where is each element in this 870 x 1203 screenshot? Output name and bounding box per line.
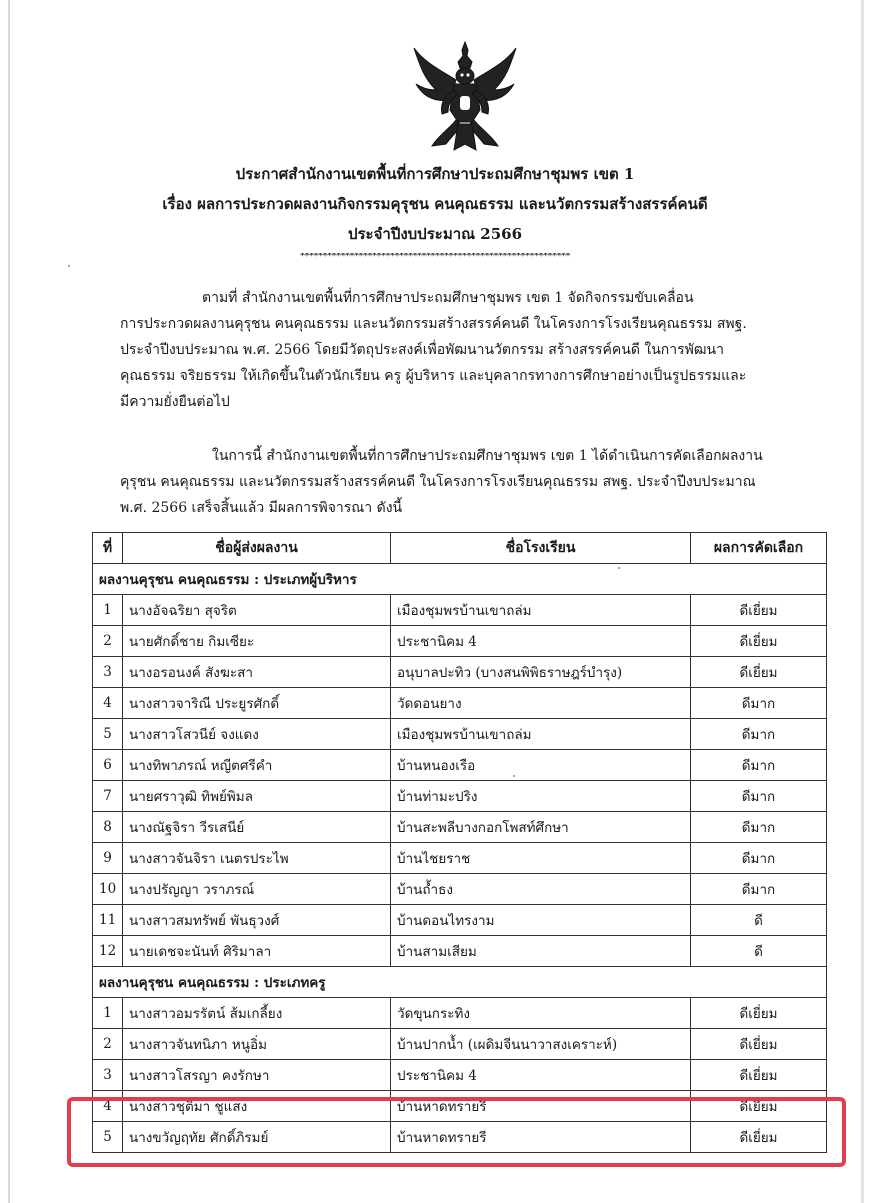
table-row [93, 595, 827, 626]
section-header-row [93, 967, 827, 998]
cell-school: บ้านหนองเรือ [391, 750, 691, 781]
cell-submitter: นางสาวโสรญา คงรักษา [123, 1060, 391, 1091]
cell-submitter: นางอัจฉริยา สุจริต [123, 595, 391, 626]
cell-submitter: นางสาวชุติมา ชูแสง [123, 1091, 391, 1122]
paragraph-line: พ.ศ. 2566 เสร็จสิ้นแล้ว มีผลการพิจารณา ดังนี้ [120, 500, 403, 516]
table-row [93, 626, 827, 657]
cell-school: บ้านท่ามะปริง [391, 781, 691, 812]
table-row [93, 843, 827, 874]
cell-school: วัดขุนกระทิง [391, 998, 691, 1029]
table-row [93, 657, 827, 688]
cell-result: ดีมาก [691, 719, 827, 750]
cell-school: วัดดอนยาง [391, 688, 691, 719]
cell-school: บ้านปากน้ำ (เผดิมจีนนาวาสงเคราะห์) [391, 1029, 691, 1060]
highlight-box [67, 1097, 846, 1167]
cell-school: ประชานิคม 4 [391, 626, 691, 657]
cell-result: ดีเยี่ยม [691, 1060, 827, 1091]
section-title: ผลงานคุรุชน คนคุณธรรม : ประเภทครู [93, 967, 827, 998]
table-row [93, 905, 827, 936]
scan-speck [513, 775, 515, 777]
table-row [93, 688, 827, 719]
cell-submitter: นายศราวุฒิ ทิพย์พิมล [123, 781, 391, 812]
table-row [93, 998, 827, 1029]
cell-no: 2 [93, 1029, 123, 1060]
cell-school: บ้านไชยราช [391, 843, 691, 874]
paragraph-1 [120, 285, 810, 415]
paragraph-line: ตามที่ สำนักงานเขตพื้นที่การศึกษาประถมศึกษาชุมพร เขต 1 จัดกิจกรรมขับเคลื่อน [202, 290, 694, 306]
cell-submitter: นางสาวโสวนีย์ จงแดง [123, 719, 391, 750]
table-row [93, 750, 827, 781]
cell-result: ดีเยี่ยม [691, 626, 827, 657]
table-row [93, 874, 827, 905]
cell-school: บ้านถ้ำธง [391, 874, 691, 905]
scan-speck [68, 265, 70, 267]
garuda-emblem-icon [410, 40, 520, 152]
section-title: ผลงานคุรุชน คนคุณธรรม : ประเภทผู้บริหาร [93, 564, 827, 595]
cell-result: ดี [691, 905, 827, 936]
cell-result: ดีเยี่ยม [691, 1122, 827, 1153]
cell-submitter: นางขวัญฤทัย ศักดิ์ภิรมย์ [123, 1122, 391, 1153]
cell-school: บ้านดอนไทรงาม [391, 905, 691, 936]
cell-result: ดีมาก [691, 688, 827, 719]
paragraph-line: คุณธรรม จริยธรรม ให้เกิดขึ้นในตัวนักเรียน ครู ผู้บริหาร และบุคลากรทางการศึกษาอย่างเป็นรูปธรรมและ [120, 368, 747, 384]
announcement-title: ประกาศสำนักงานเขตพื้นที่การศึกษาประถมศึกษาชุมพร เขต 1 [235, 165, 635, 183]
table-header-row [93, 533, 827, 564]
table-row [93, 781, 827, 812]
paragraph-line: มีความยั่งยืนต่อไป [120, 394, 230, 410]
cell-school: อนุบาลปะทิว (บางสนพิพิธราษฎร์บำรุง) [391, 657, 691, 688]
cell-school: บ้านสะพลีบางกอกโพสท์ศึกษา [391, 812, 691, 843]
header-no: ที่ [93, 533, 123, 564]
header-submitter: ชื่อผู้ส่งผลงาน [123, 533, 391, 564]
cell-no: 5 [93, 1122, 123, 1153]
cell-school: บ้านหาดทรายรี [391, 1122, 691, 1153]
cell-school: บ้านหาดทรายรี [391, 1091, 691, 1122]
table-row [93, 719, 827, 750]
paragraph-2 [120, 443, 810, 521]
cell-no: 3 [93, 657, 123, 688]
cell-submitter: นางปรัญญา วราภรณ์ [123, 874, 391, 905]
announcement-subject: เรื่อง ผลการประกวดผลงานกิจกรรมคุรุชน คนคุณธรรม และนวัตกรรมสร้างสรรค์คนดี [162, 195, 708, 213]
table-row [93, 812, 827, 843]
cell-submitter: นางอรอนงค์ สังฆะสา [123, 657, 391, 688]
cell-result: ดีมาก [691, 750, 827, 781]
header-result: ผลการคัดเลือก [691, 533, 827, 564]
cell-result: ดีมาก [691, 781, 827, 812]
cell-no: 8 [93, 812, 123, 843]
cell-no: 1 [93, 998, 123, 1029]
cell-submitter: นางสาวจันจิรา เนตรประไพ [123, 843, 391, 874]
cell-no: 11 [93, 905, 123, 936]
paragraph-line: ประจำปีงบประมาณ พ.ศ. 2566 โดยมีวัตถุประสงค์เพื่อพัฒนานวัตกรรม สร้างสรรค์คนดี ในการพัฒนา [120, 342, 724, 358]
cell-school: ประชานิคม 4 [391, 1060, 691, 1091]
paragraph-line: การประกวดผลงานคุรุชน คนคุณธรรม และนวัตกรรมสร้างสรรค์คนดี ในโครงการโรงเรียนคุณธรรม สพฐ. [120, 316, 747, 332]
cell-no: 3 [93, 1060, 123, 1091]
cell-no: 5 [93, 719, 123, 750]
cell-submitter: นางสาวสมทรัพย์ พันธุวงศ์ [123, 905, 391, 936]
section-header-row [93, 564, 827, 595]
cell-no: 12 [93, 936, 123, 967]
table-row [93, 1060, 827, 1091]
cell-submitter: นายศักดิ์ชาย กิมเซียะ [123, 626, 391, 657]
cell-submitter: นางณัฐจิรา วีรเสนีย์ [123, 812, 391, 843]
cell-result: ดีเยี่ยม [691, 998, 827, 1029]
paragraph-line: คุรุชน คนคุณธรรม และนวัตกรรมสร้างสรรค์คนดี ในโครงการโรงเรียนคุณธรรม สพฐ. ประจำปีงบประมาณ [120, 474, 756, 490]
cell-no: 7 [93, 781, 123, 812]
results-table [92, 532, 827, 1153]
cell-school: เมืองชุมพรบ้านเขาถล่ม [391, 595, 691, 626]
cell-no: 10 [93, 874, 123, 905]
cell-result: ดีเยี่ยม [691, 595, 827, 626]
table-row [93, 936, 827, 967]
cell-submitter: นางสาวอมรรัตน์ ส้มเกลี้ยง [123, 998, 391, 1029]
cell-submitter: นางสาวจันทนิภา หนูอิ่ม [123, 1029, 391, 1060]
cell-result: ดีเยี่ยม [691, 657, 827, 688]
cell-submitter: นางสาวจาริณี ประยูรศักดิ์ [123, 688, 391, 719]
cell-school: บ้านสามเสียม [391, 936, 691, 967]
header-school: ชื่อโรงเรียน [391, 533, 691, 564]
cell-no: 1 [93, 595, 123, 626]
scan-speck [618, 567, 620, 569]
announcement-fiscal-year: ประจำปีงบประมาณ 2566 [347, 225, 523, 243]
cell-result: ดีเยี่ยม [691, 1091, 827, 1122]
cell-no: 6 [93, 750, 123, 781]
cell-result: ดีเยี่ยม [691, 1029, 827, 1060]
star-divider: ************************************************************ [300, 253, 570, 261]
cell-school: เมืองชุมพรบ้านเขาถล่ม [391, 719, 691, 750]
cell-no: 4 [93, 1091, 123, 1122]
cell-no: 9 [93, 843, 123, 874]
cell-submitter: นายเดชจะนันท์ ศิริมาลา [123, 936, 391, 967]
cell-no: 4 [93, 688, 123, 719]
cell-result: ดี [691, 936, 827, 967]
cell-result: ดีมาก [691, 874, 827, 905]
cell-result: ดีมาก [691, 812, 827, 843]
cell-result: ดีมาก [691, 843, 827, 874]
cell-submitter: นางทิพาภรณ์ หญีตศรีคำ [123, 750, 391, 781]
cell-no: 2 [93, 626, 123, 657]
paragraph-line: ในการนี้ สำนักงานเขตพื้นที่การศึกษาประถมศึกษาชุมพร เขต 1 ได้ดำเนินการคัดเลือกผลงาน [212, 448, 763, 464]
table-row [93, 1029, 827, 1060]
